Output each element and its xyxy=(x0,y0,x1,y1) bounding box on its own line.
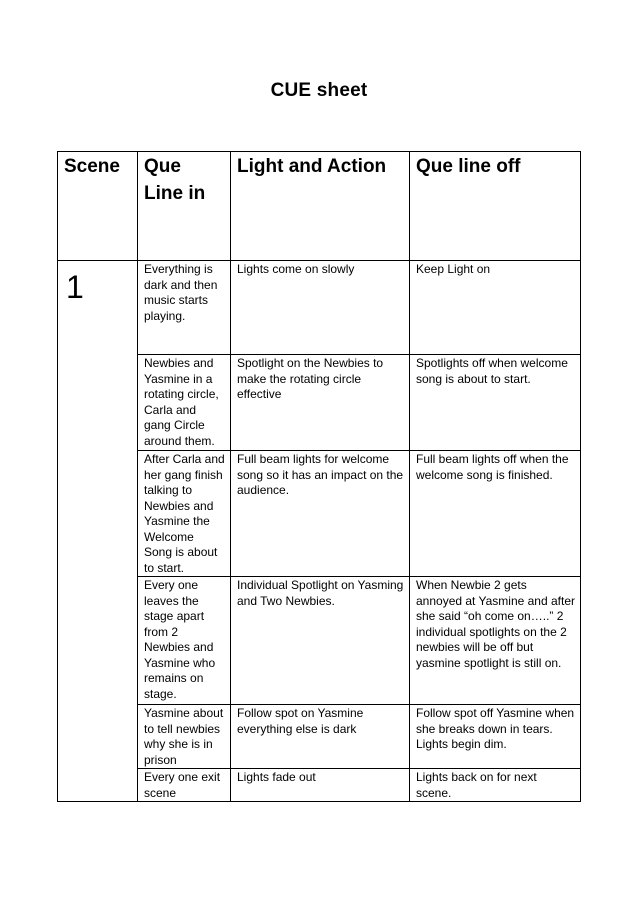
light-action-cell: Follow spot on Yasmine everything else is dark xyxy=(231,705,410,769)
header-light-and-action: Light and Action xyxy=(231,152,410,261)
header-que-line-off: Que line off xyxy=(410,152,581,261)
que-off-cell: Follow spot off Yasmine when she breaks down in tears. Lights begin dim. xyxy=(410,705,581,769)
que-off-cell: Lights back on for next scene. xyxy=(410,769,581,802)
table-row xyxy=(58,261,581,355)
page-title: CUE sheet xyxy=(270,80,368,101)
que-in-cell: Every one leaves the stage apart from 2 Newbies and Yasmine who remains on stage. xyxy=(138,577,231,705)
que-in-cell: Newbies and Yasmine in a rotating circle, Carla and gang Circle around them. xyxy=(138,355,231,451)
light-action-cell: Lights come on slowly xyxy=(231,261,410,355)
que-off-cell: When Newbie 2 gets annoyed at Yasmine and after she said “oh come on…..” 2 individual spotlights on the 2 newbies will be off but yasmine spotlight is still on. xyxy=(410,577,581,705)
que-off-cell: Keep Light on xyxy=(410,261,581,355)
header-scene: Scene xyxy=(58,152,138,261)
cue-table xyxy=(57,151,581,802)
header-row xyxy=(58,152,581,261)
que-off-cell: Full beam lights off when the welcome song is finished. xyxy=(410,451,581,577)
que-in-cell: Yasmine about to tell newbies why she is in prison xyxy=(138,705,231,769)
que-off-cell: Spotlights off when welcome song is about to start. xyxy=(410,355,581,451)
light-action-cell: Individual Spotlight on Yasming and Two Newbies. xyxy=(231,577,410,705)
light-action-cell: Lights fade out xyxy=(231,769,410,802)
que-in-cell: Every one exit scene xyxy=(138,769,231,802)
light-action-cell: Spotlight on the Newbies to make the rotating circle effective xyxy=(231,355,410,451)
light-action-cell: Full beam lights for welcome song so it has an impact on the audience. xyxy=(231,451,410,577)
scene-number: 1 xyxy=(58,261,138,802)
que-in-cell: Everything is dark and then music starts playing. xyxy=(138,261,231,355)
header-que-line-in: Que Line in xyxy=(138,152,231,261)
que-in-cell: After Carla and her gang finish talking to Newbies and Yasmine the Welcome Song is about to start. xyxy=(138,451,231,577)
